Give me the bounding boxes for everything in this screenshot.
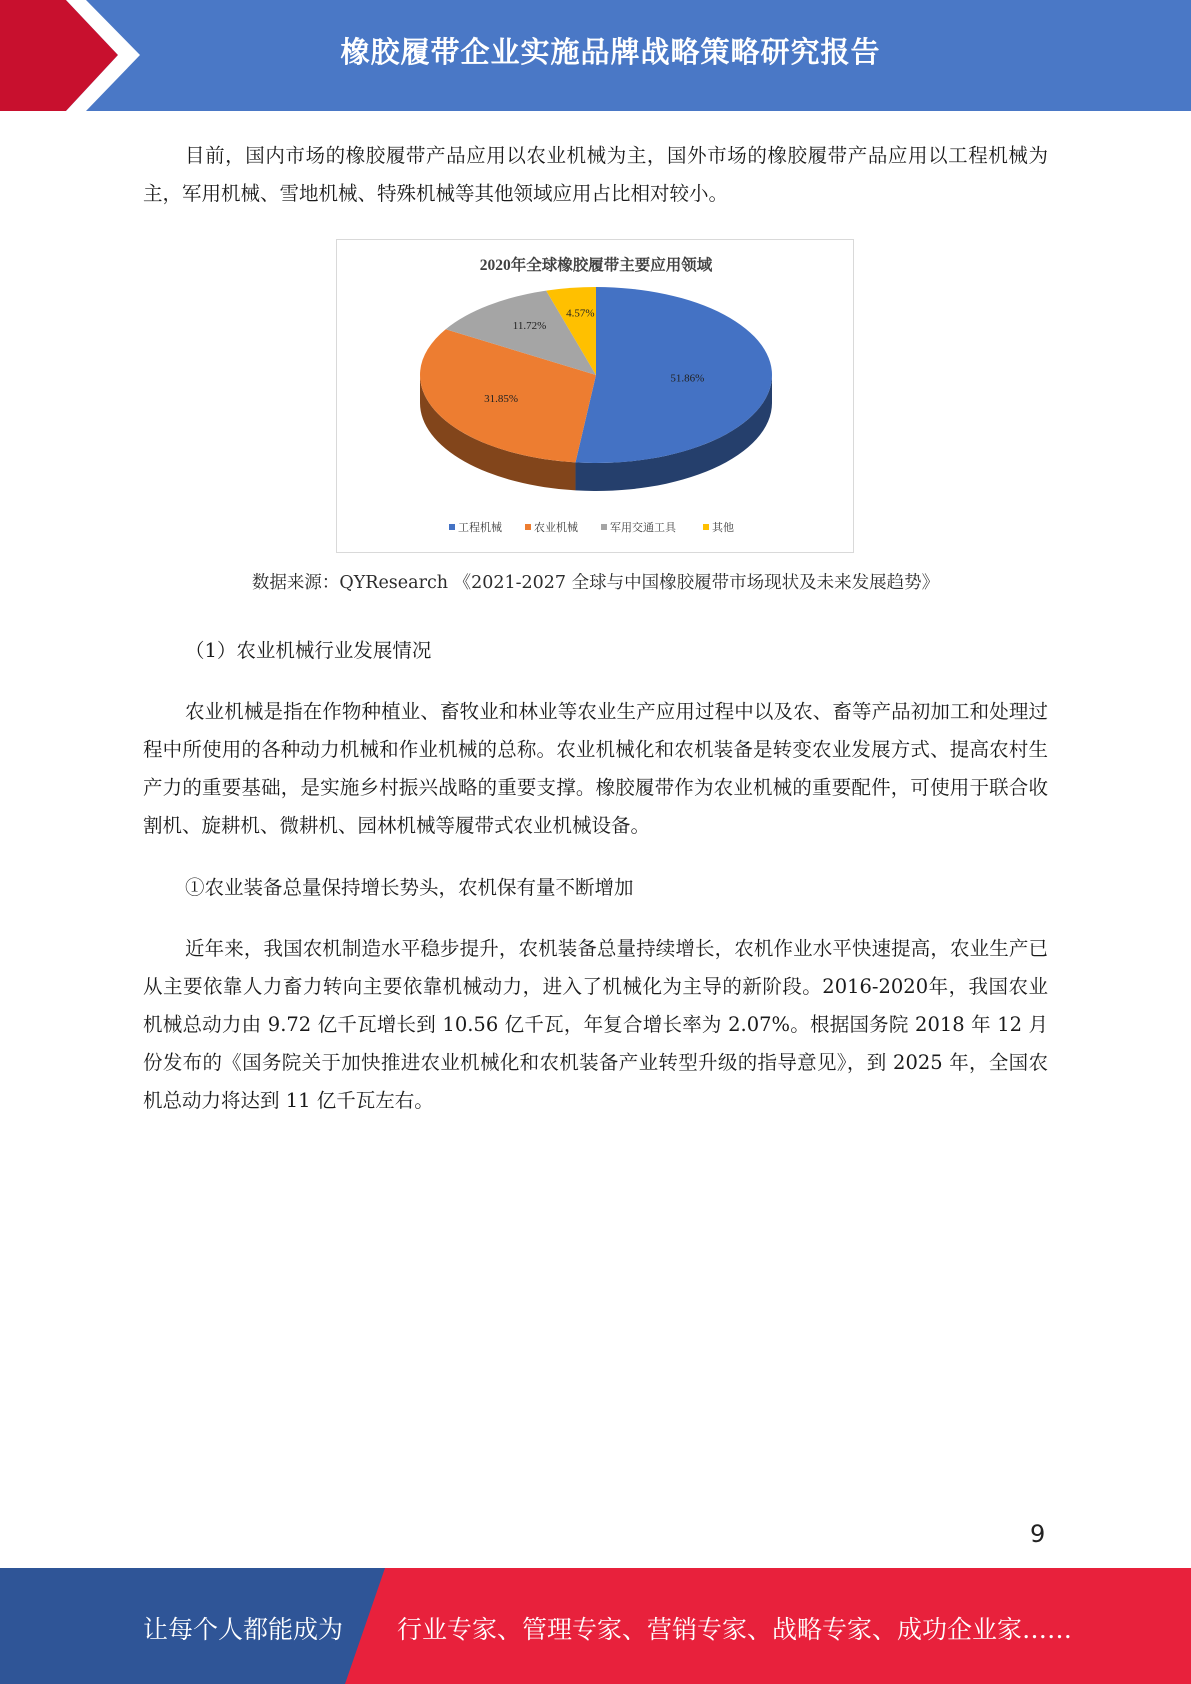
legend-swatch-2 <box>601 524 607 530</box>
pie-data-label-3: 4.57% <box>566 307 595 320</box>
pie-data-label-0: 51.86% <box>670 372 705 385</box>
page-number: 9 <box>1030 1520 1046 1548</box>
legend-label-2: 军用交通工具 <box>610 522 676 534</box>
report-title: 橡胶履带企业实施品牌战略策略研究报告 <box>340 35 881 69</box>
legend-swatch-0 <box>449 524 455 530</box>
page-footer <box>0 1568 1191 1684</box>
pie-data-label-2: 11.72% <box>512 319 547 332</box>
sub-heading: ①农业装备总量保持增长势头，农机保有量不断增加 <box>185 876 634 899</box>
paragraph-agri-machinery: 农业机械是指在作物种植业、畜牧业和林业等农业生产应用过程中以及农、畜等产品初加工和处理过程中所使用的各种动力机械和作业机械的总称。农业机械化和农机装备是转变农业发展方式、提高农村生产力的重要基础，是实施乡村振兴战略的重要支撑。橡胶履带作为农业机械的重要配件，可使用于联合收割机、旋耕机、微耕机、园林机械等履带式农业机械设备。 <box>143 700 1048 837</box>
legend-label-0: 工程机械 <box>458 522 502 534</box>
pie-chart <box>336 239 854 553</box>
intro-paragraph: 目前，国内市场的橡胶履带产品应用以农业机械为主，国外市场的橡胶履带产品应用以工程机械为主，军用机械、雪地机械、特殊机械等其他领域应用占比相对较小。 <box>143 144 1048 205</box>
chart-caption: 数据来源：QYResearch 《2021-2027 全球与中国橡胶履带市场现状及未来发展趋势》 <box>251 573 940 593</box>
pie-data-label-1: 31.85% <box>484 393 519 406</box>
legend-label-1: 农业机械 <box>534 522 578 534</box>
chart-title: 2020年全球橡胶履带主要应用领域 <box>479 257 713 274</box>
footer-slogan-right: 行业专家、管理专家、营销专家、战略专家、成功企业家…… <box>397 1615 1073 1644</box>
section-heading: （1）农业机械行业发展情况 <box>185 639 432 662</box>
page-header <box>0 0 1191 111</box>
legend-swatch-1 <box>525 524 531 530</box>
paragraph-agri-equipment: 近年来，我国农机制造水平稳步提升，农机装备总量持续增长，农机作业水平快速提高，农业生产已从主要依靠人力畜力转向主要依靠机械动力，进入了机械化为主导的新阶段。2016-2020年，我国农业机械总动力由 9.72 亿千瓦增长到 10.56 亿千瓦，年复合增长率为 2.07%。根据国务院 2018 年 12 月份发布的《国务院关于加快推进农业机械化和农机装备产业转型升级的指导意见》，到 2025 年，全国农机总动力将达到 11 亿千瓦左右。 <box>143 937 1048 1112</box>
legend-label-3: 其他 <box>712 522 734 534</box>
footer-slogan-left: 让每个人都能成为 <box>143 1615 344 1644</box>
pie-chart-canvas <box>337 240 855 554</box>
legend-swatch-3 <box>703 524 709 530</box>
